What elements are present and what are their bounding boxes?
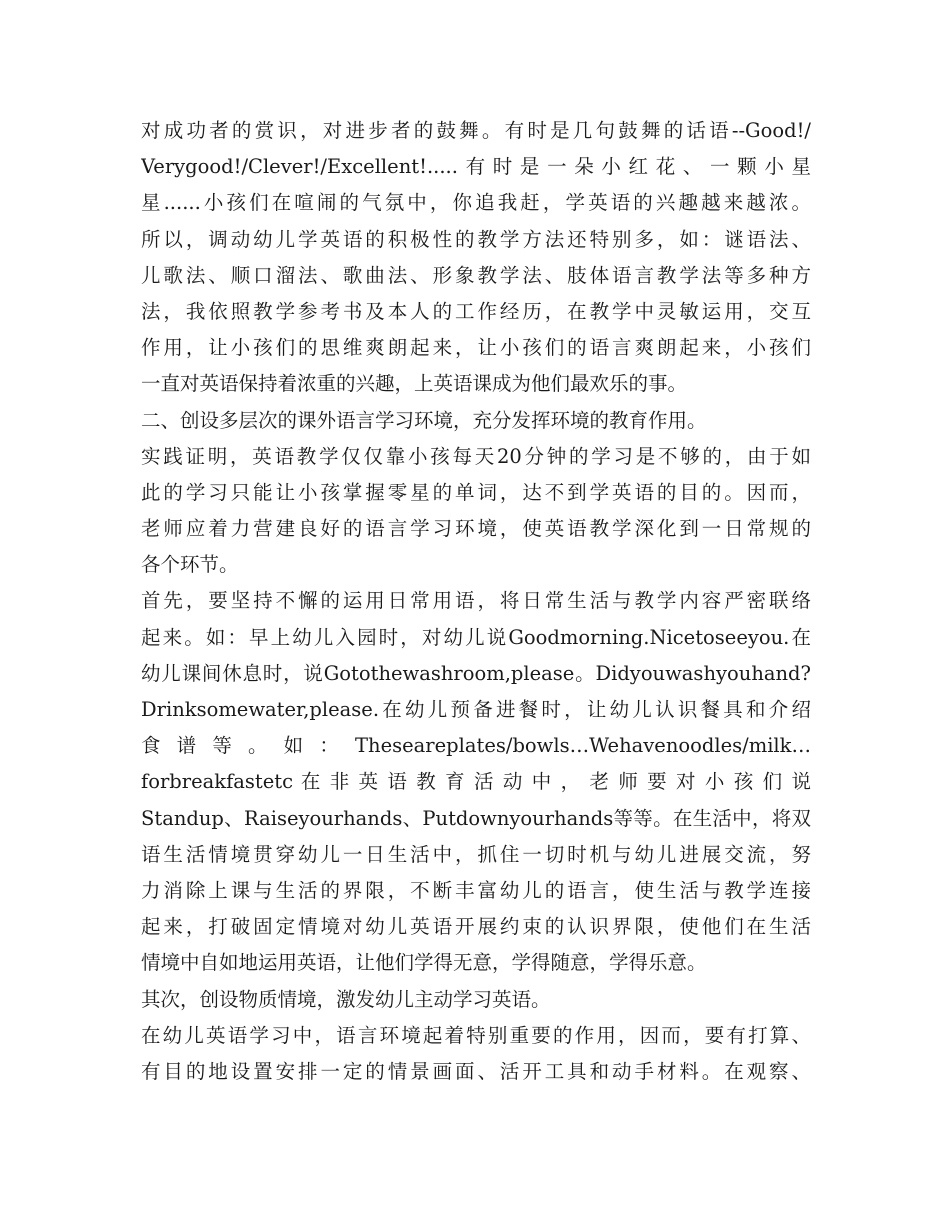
text-line: 此的学习只能让小孩掌握零星的单词，达不到学英语的目的。因而， (141, 480, 811, 504)
document-body (141, 113, 811, 1090)
text-line: 食 谱 等 。 如 ： Theseareplates/bowls…Wehavenoodles/milk… (141, 734, 811, 758)
text-line: 二、创设多层次的课外语言学习环境，充分发挥环境的教育作用。 (141, 408, 707, 432)
text-line: 作用，让小孩们的思维爽朗起来，让小孩们的语言爽朗起来，小孩们 (141, 336, 811, 360)
text-line: 法，我依照教学参考书及本人的工作经历，在教学中灵敏运用，交互 (141, 299, 811, 323)
text-line: 起来，打破固定情境对幼儿英语开展约束的认识界限，使他们在生活 (141, 915, 811, 939)
text-line: 情境中自如地运用英语，让他们学得无意，学得随意，学得乐意。 (141, 951, 707, 975)
text-line: 力消除上课与生活的界限，不断丰富幼儿的语言，使生活与教学连接 (141, 878, 811, 902)
text-line: 实践证明，英语教学仅仅靠小孩每天20分钟的学习是不够的，由于如 (141, 444, 811, 468)
text-line: 起来。如：早上幼儿入园时，对幼儿说Goodmorning.Nicetoseeyou.在 (141, 625, 811, 649)
text-line: 幼儿课间休息时，说Gotothewashroom,please。Didyouwashyouhand? (141, 661, 811, 685)
text-line: 星......小孩们在喧闹的气氛中，你追我赶，学英语的兴趣越来越浓。 (141, 191, 811, 215)
text-line: 老师应着力营建良好的语言学习环境，使英语教学深化到一日常规的 (141, 517, 811, 541)
text-line: 有目的地设置安排一定的情景画面、活开工具和动手材料。在观察、 (141, 1059, 811, 1083)
text-line: 一直对英语保持着浓重的兴趣，上英语课成为他们最欢乐的事。 (141, 372, 688, 396)
text-line: 语生活情境贯穿幼儿一日生活中，抓住一切时机与幼儿进展交流，努 (141, 842, 811, 866)
text-line: 对成功者的赏识，对进步者的鼓舞。有时是几句鼓舞的话语--Good!/ (141, 119, 811, 142)
text-line: 儿歌法、顺口溜法、歌曲法、形象教学法、肢体语言教学法等多种方 (141, 263, 811, 287)
text-line: 其次，创设物质情境，激发幼儿主动学习英语。 (141, 987, 551, 1011)
text-line: 首先，要坚持不懈的运用日常用语，将日常生活与教学内容严密联络 (141, 589, 811, 613)
text-line: 所以，调动幼儿学英语的积极性的教学方法还特别多，如：谜语法、 (141, 227, 811, 251)
text-line: 各个环节。 (141, 553, 239, 577)
text-line: 在幼儿英语学习中，语言环境起着特别重要的作用，因而，要有打算、 (141, 1023, 811, 1047)
text-line: forbreakfastetc 在 非 英 语 教 育 活 动 中 ， 老 师 要 对 小 孩 们 说 (141, 770, 811, 794)
text-line: Standup、Raiseyourhands、Putdownyourhands等等。在生活中，将双 (141, 806, 811, 830)
text-line: Verygood!/Clever!/Excellent!.....有时是一朵小红花、一颗小星 (141, 155, 811, 179)
text-line: Drinksomewater,please.在幼儿预备进餐时，让幼儿认识餐具和介绍 (141, 698, 811, 721)
